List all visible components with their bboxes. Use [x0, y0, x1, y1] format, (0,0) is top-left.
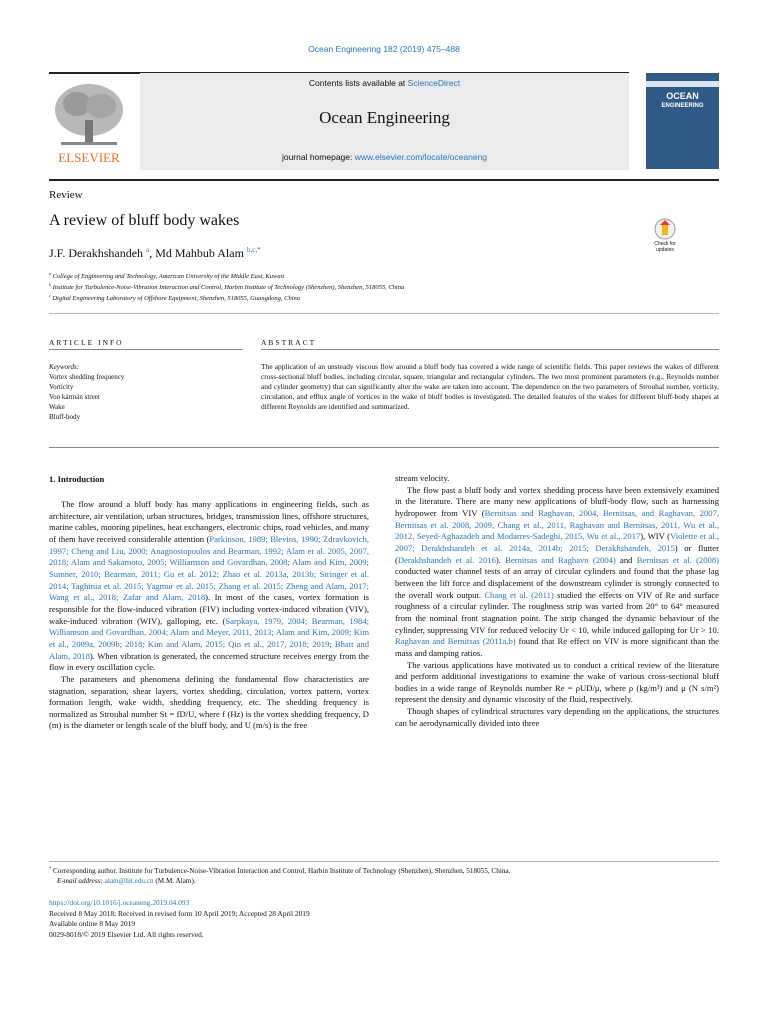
keyword-item: Wake — [49, 403, 65, 411]
citation-link[interactable]: Violette et al., 2007; Derakhshandeh et al. 2014a, 2014b; 2015; Derakhshandeh, 2015 — [395, 531, 719, 553]
header-bottom-rule — [49, 179, 719, 181]
elsevier-tree-icon — [49, 76, 129, 168]
citation-link[interactable]: Parkinson, 1989; Blevins, 1990; Zdravkovich, 1997; Cheng and Liu, 2000; Anagnostopoulos and Bearman, 1992; Alam et al. 2005, 2007, 2018; Alam and Sakamoto, 2005; Williamson and Govardhan, 2008; Alam and Kim, 2009; Sumner, 2010; Bearman, 2011; Gu et al. 2012; Zhao et al. 2013a, 2013b; Stringer et al. 2014; Taghinia et al. 2015; Yagmur et al. 2015; Zhang et al. 2015; Zheng and Alam, 2017; Wang et al., 2018; Zafar and Alam, 2018 — [49, 533, 369, 603]
homepage-link[interactable]: www.elsevier.com/locate/oceaneng — [354, 152, 488, 162]
intro-paragraph-3: The flow past a bluff body and vortex shedding process have been extensively examined in the literature. There are many new applications of bluff-body flow, such as harnessing hydropower from VIV (Bernitsas and Raghavan, 2004, Bernitsas, and Raghavan, 2007, Bernitsas et al. 2008, 2009, Chang et al., 2011, Raghavan and Bernitsas, 2011, Wu et al., 2012, Seyed-Aghazadeh and Modarres-Sadeghi, 2015, Wu et al., 2017), WIV (Violette et al., 2007; Derakhshandeh et al. 2014a, 2014b; 2015; Derakhshandeh, 2015) or flutter (Derakhshandeh et al. 2016). Bernitsas and Raghavn (2004) and Bernitsas et al. (2008) conducted water channel tests of an array of circular cylinders and found that the phase lag between the lift force and displacement of the downstream cylinder is strongly connected to the overall work output. Chang et al. (2011) studied the effects on VIV of Re and surface roughness of a circular cylinder. The roughness strip was varied from 20° to 64° measured from the nominal front stagnation point. The strip changed the dynamic behaviour of the cylinder, suppressing VIV for reduced velocity Ur < 10, while induced galloping for Ur > 10. Raghavan and Bernitsas (2011a,b) found that Re effect on VIV is more significant than the mass and damping ratios. — [395, 484, 719, 658]
intro-paragraph-5: Though shapes of cylindrical structures vary depending on the applications, the structures can be aerodynamically divided into three — [395, 706, 719, 728]
citation-link[interactable]: Derakhshandeh et al. 2016 — [397, 554, 496, 565]
online-date: Available online 8 May 2019 — [49, 919, 136, 929]
citation-link[interactable]: Bernitsas and Raghavn (2004) — [505, 554, 616, 565]
homepage-prefix: journal homepage: — [281, 152, 355, 162]
right-column-text — [395, 473, 719, 729]
author-1-affiliation[interactable]: a — [146, 246, 150, 254]
sciencedirect-link[interactable]: ScienceDirect — [407, 78, 461, 88]
citation-link[interactable]: Chang et al. (2011) — [484, 589, 554, 600]
article-metadata — [49, 898, 310, 940]
cover-title-line1: OCEAN — [666, 91, 699, 101]
email-suffix: (M.M. Alam). — [153, 877, 196, 885]
intro-paragraph-2: The parameters and phenomena defining the fundamental flow characteristics are stagnation, separation, shear layers, vortex shedding, circulation, vortex pattern, vortex formation length, wake width, shedding frequency, etc. The shedding frequency is normalized as Strouhal number St = fD/U, where f (Hz) is the vortex shedding frequency, D (m) is the diameter or length scale of the bluff body, and U (m/s) is the free — [49, 673, 369, 731]
authors-line: J.F. Derakhshandeh $^a$, Md Mahbub Alam $^{b,c,*}$ — [49, 246, 261, 260]
article-title: A review of bluff body wakes — [49, 212, 240, 229]
keyword-item: Vortex shedding frequency — [49, 373, 125, 381]
affiliation-a: $^a$ College of Engineering and Technology, American University of the Middle East, Kuwait — [49, 271, 285, 280]
check-for-updates-badge[interactable] — [647, 216, 683, 256]
intro-paragraph-1: The flow around a bluff body has many applications in engineering fields, such as architecture, air ventilation, urban structures, bridges, transmission lines, offshore structures, marine cables, mooring pipelines, heat exchangers, electronic chips, road vehicles, and many of them have received considerable attention (Parkinson, 1989; Blevins, 1990; Zdravkovich, 1997; Cheng and Liu, 2000; Anagnostopoulos and Bearman, 1992; Alam et al. 2005, 2007, 2018; Alam and Sakamoto, 2005; Williamson and Govardhan, 2008; Alam and Kim, 2009; Sumner, 2010; Bearman, 2011; Gu et al. 2012; Zhao et al. 2013a, 2013b; Stringer et al. 2014; Taghinia et al. 2015; Yagmur et al. 2015; Zhang et al. 2015; Zheng and Alam, 2017; Wang et al., 2018; Zafar and Alam, 2018). In most of the cases, vortex formation is responsible for the flow-induced vibration (FIV) including vortex-induced vibration (VIV), wake-induced vibration (WIV), galloping, etc. (Sarpkaya, 1979, 2004; Bearman, 1984; Williamson and Govardhan, 2004; Alam and Meyer, 2011, 2013; Alam and Kim, 2009; Kim et al., 2009a, 2009b; 2018; Kim and Alam, 2015; Qin et al., 2017, 2018; 2019; Bhatt and Alam, 2018). When vibration is generated, the concerned structure receives energy from the flow in every oscillation cycle. — [49, 499, 370, 673]
introduction-heading: 1. Introduction — [49, 474, 105, 484]
footnote-rule — [49, 861, 719, 862]
intro-continuation: stream velocity. — [395, 473, 450, 483]
journal-cover[interactable] — [646, 73, 719, 169]
abstract-bottom-rule — [49, 447, 719, 448]
keyword-item: Vorticity — [49, 383, 74, 391]
affiliation-c: $^c$ Digital Engineering Laboratory of Offshore Equipment, Shenzhen, 518055, Guangdong, China — [49, 293, 301, 302]
article-type: Review — [49, 189, 83, 201]
abstract-label: ABSTRACT — [261, 338, 317, 347]
email-label: E-mail address: — [57, 877, 105, 885]
citation-link[interactable]: Bernitsas and Raghavan, 2004, Bernitsas, and Raghavan, 2007, Bernitsas et al. 2008, 2009, Chang et al., 2011, Raghavan and Bernitsas, 2011, Wu et al., 2012, Seyed-Aghazadeh and Modarres-Sadeghi, 2015, Wu et al., 2017 — [395, 507, 719, 542]
elsevier-logo — [49, 76, 129, 168]
keywords-label: Keywords: — [49, 363, 80, 371]
left-column-text — [49, 499, 369, 732]
abstract-text: The application of an unsteady viscous flow around a bluff body has covered a wide range of scientific fields. This paper reviews the wakes of different cross-sectional bluff bodies, including circular, square, triangular and rectangular cylinders. The two most prominent parameters (e.g., Reynolds number and cylinder geometry) that can significantly alter the wake are taken into account. The dependence on the two parameters of Strouhal number, vorticity, circulation, and efflux angle of vortices in the wake of bluff bodies is investigated. The detailed features of the wakes for different bluff-body shapes at different Reynolds are identified and summarized. — [261, 362, 719, 411]
cover-title-line2: ENGINEERING — [661, 103, 704, 109]
homepage-line — [140, 152, 629, 162]
doi-link[interactable]: https://doi.org/10.1016/j.oceaneng.2019.04.093 — [49, 898, 190, 907]
intro-paragraph-4: The various applications have motivated us to conduct a critical review of the literature and perform additional investigations to examine the wake of various cross-sectional bluff bodies in a wide range of Reynolds number Re = ρUD/μ, where ρ (kg/m³) and μ (N s/m²) represent the density and dynamic viscosity of the fluid, respectively. — [395, 659, 719, 705]
citation-link[interactable]: Bernitsas et al. (2008) — [636, 554, 719, 565]
publisher-name: ELSEVIER — [58, 150, 120, 165]
footnote — [49, 866, 719, 886]
keyword-item: Bluff-body — [49, 413, 80, 421]
abstract-rule — [261, 349, 719, 350]
received-dates: Received 8 May 2018; Received in revised form 10 April 2019; Accepted 28 April 2019 — [49, 908, 310, 918]
citation-link[interactable]: Sarpkaya, 1979, 2004; Bearman, 1984; Williamson and Govardhan, 2004; Alam and Meyer, 2011, 2013; Alam and Kim, 2009; Kim et al., 2009a, 2009b; 2018; Kim and Alam, 2015; Qin et al., 2017, 2018; 2019; Bhatt and Alam, 2018 — [49, 615, 370, 661]
copyright: 0029-8018/© 2019 Elsevier Ltd. All rights reserved. — [49, 929, 204, 939]
keywords-block — [49, 362, 124, 422]
contents-line — [140, 78, 629, 88]
journal-reference-link[interactable]: Ocean Engineering 182 (2019) 475–488 — [308, 44, 460, 54]
contents-prefix: Contents lists available at — [308, 78, 408, 88]
article-info-rule — [49, 349, 243, 350]
journal-name: Ocean Engineering — [319, 108, 450, 127]
affiliations-rule — [49, 313, 719, 314]
keyword-item: Von kármán street — [49, 393, 100, 401]
author-2[interactable]: Md Mahbub Alam — [155, 246, 244, 260]
check-badge-label: Check for updates — [654, 241, 676, 253]
author-1[interactable]: J.F. Derakhshandeh — [49, 246, 144, 260]
email-link[interactable]: alam@hit.edu.cn — [104, 877, 154, 885]
article-info-label: ARTICLE INFO — [49, 338, 124, 347]
corresponding-author: Corresponding author. Institute for Turbulence-Noise-Vibration Interaction and Control, Harbin Institute of Technology (Shenzhen), Shenzhen, 518055, China. — [52, 867, 511, 875]
affiliation-b: $^b$ Institute for Turbulence-Noise-Vibration Interaction and Control, Harbin Institute of Technology (Shenzhen), Shenzhen, 518055, China — [49, 282, 405, 291]
citation-link[interactable]: Raghavan and Bernitsas (2011a,b) — [395, 636, 516, 647]
footnote-star: * — [49, 865, 52, 871]
author-2-affiliation[interactable]: b,c,* — [246, 246, 261, 254]
